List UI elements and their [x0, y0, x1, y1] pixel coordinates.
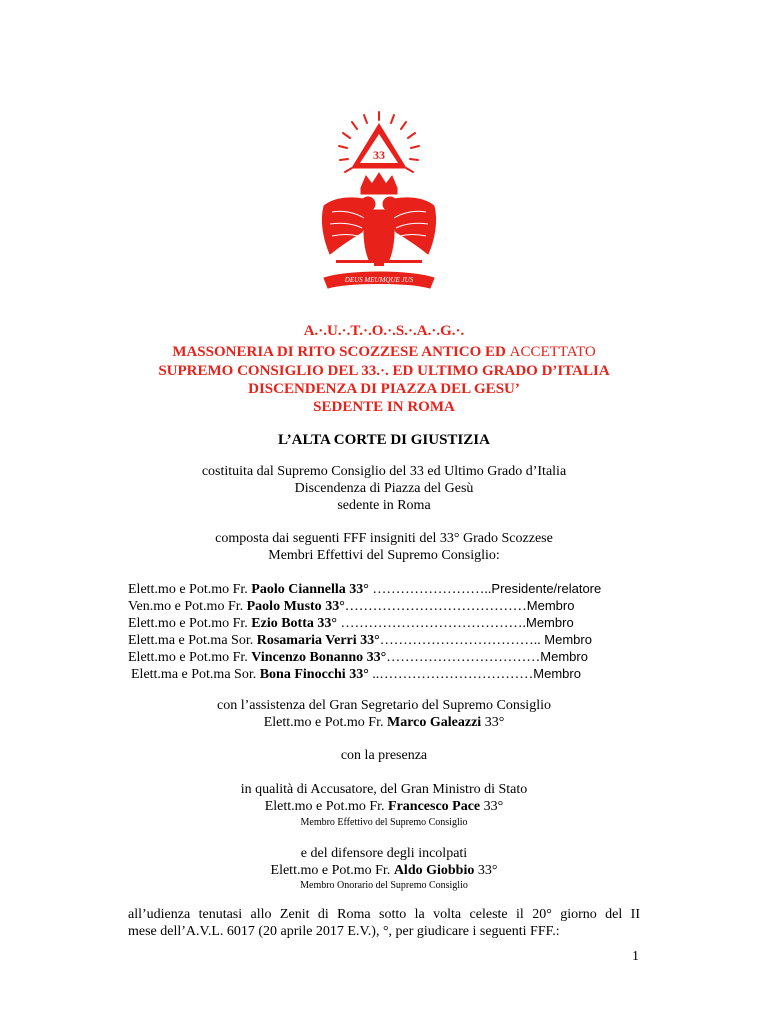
presence-line: con la presenza: [340, 748, 428, 763]
closing-line-2: mese dell’A.V.L. 6017 (20 aprile 2017 E.V.), °, per giudicare i seguenti FFF.:: [128, 924, 560, 939]
defender-title: Elett.mo e Pot.mo Fr.: [270, 863, 394, 878]
assistance-secretary: [0, 714, 768, 731]
page-number: 1: [632, 949, 639, 964]
accuser-line: in qualità di Accusatore, del Gran Ministro di Stato: [240, 782, 528, 797]
accuser-name-line: [0, 798, 768, 815]
assistance-line: con l’assistenza del Gran Segretario del Supremo Consiglio: [217, 698, 551, 713]
defender-line: e del difensore degli incolpati: [300, 846, 468, 861]
secretary-title: Elett.mo e Pot.mo Fr.: [263, 715, 387, 730]
constitution-line-1: costituita dal Supremo Consiglio del 33 ed Ultimo Grado d’Italia: [201, 464, 567, 479]
constitution-line-3: sedente in Roma: [337, 498, 431, 513]
member-dots: ……………………..: [368, 582, 492, 597]
court-title: L’ALTA CORTE DI GIUSTIZIA: [278, 432, 490, 448]
member-degree: 33°: [345, 667, 369, 682]
member-name: Paolo Musto: [246, 599, 322, 614]
member-dots: ……………………………: [386, 650, 541, 665]
member-row: [128, 597, 574, 615]
secretary-degree: 33°: [481, 715, 505, 730]
member-degree: 33°: [313, 616, 337, 631]
composition-line-1: composta dai seguenti FFF insigniti del 33° Grado Scozzese: [215, 531, 553, 546]
member-degree: 33°: [345, 582, 369, 597]
member-dots: ……………………………..: [379, 633, 545, 648]
secretary-name: Marco Galeazzi: [386, 715, 482, 730]
svg-text:DEUS MEUMQUE JUS: DEUS MEUMQUE JUS: [344, 276, 414, 284]
member-name: Ezio Botta: [251, 616, 314, 631]
emblem-number: 33: [373, 148, 385, 162]
member-name: Vincenzo Bonanno: [251, 650, 364, 665]
rite-abbreviation: A.·.U.·.T.·.O.·.S.·.A.·.G.·.: [303, 323, 465, 339]
seat-line: SEDENTE IN ROMA: [313, 399, 455, 415]
member-row: [128, 631, 592, 649]
defender-name-line: [0, 862, 768, 879]
member-role: Membro: [533, 666, 581, 681]
rite-name-bold: MASSONERIA DI RITO SCOZZESE ANTICO ED: [172, 344, 506, 360]
member-name: Paolo Ciannella: [251, 582, 346, 597]
member-title: Elett.mo e Pot.mo Fr.: [128, 582, 252, 597]
member-title: Elett.ma e Pot.ma Sor.: [131, 667, 260, 682]
member-dots: …………………………………: [344, 599, 527, 614]
member-title: Elett.mo e Pot.mo Fr.: [128, 616, 252, 631]
lineage-line: DISCENDENZA DI PIAZZA DEL GESU’: [248, 381, 520, 397]
member-row: [128, 614, 574, 632]
member-title: Elett.ma e Pot.ma Sor.: [128, 633, 257, 648]
member-role: Membro: [540, 649, 588, 664]
double-headed-eagle-emblem: [318, 110, 440, 300]
member-role: Membro: [544, 632, 592, 647]
member-dots: ..……………………………: [368, 667, 534, 682]
member-name: Bona Finocchi: [259, 667, 346, 682]
composition-line-2: Membri Effettivi del Supremo Consiglio:: [268, 548, 500, 563]
accuser-degree: 33°: [480, 799, 504, 814]
defender-name: Aldo Giobbio: [393, 863, 475, 878]
accuser-title: Elett.mo e Pot.mo Fr.: [264, 799, 389, 814]
member-row: [128, 648, 588, 666]
supreme-council-line: SUPREMO CONSIGLIO DEL 33.·. ED ULTIMO GRADO D’ITALIA: [158, 363, 610, 379]
closing-line-1: all’udienza tenutasi allo Zenit di Roma sotto la volta celeste il 20° giorno del II: [128, 907, 640, 922]
accuser-name: Francesco Pace: [388, 799, 481, 814]
member-row: [128, 580, 601, 598]
member-row: [131, 665, 581, 683]
rite-name: [0, 343, 768, 361]
member-role: Membro: [526, 598, 575, 613]
member-dots: ………………………………….: [337, 616, 526, 631]
rite-name-normal: ACCETTATO: [509, 344, 596, 360]
defender-degree: 33°: [474, 863, 498, 878]
member-name: Rosamaria Verri: [256, 633, 357, 648]
member-role: Membro: [526, 615, 574, 630]
member-role: Presidente/relatore: [491, 581, 602, 596]
defender-note: Membro Onorario del Supremo Consiglio: [300, 880, 468, 891]
member-degree: 33°: [363, 650, 387, 665]
member-degree: 33°: [321, 599, 345, 614]
constitution-line-2: Discendenza di Piazza del Gesù: [294, 481, 474, 496]
member-title: Ven.mo e Pot.mo Fr.: [128, 599, 247, 614]
accuser-note: Membro Effettivo del Supremo Consiglio: [300, 817, 468, 828]
member-degree: 33°: [356, 633, 380, 648]
member-title: Elett.mo e Pot.mo Fr.: [128, 650, 252, 665]
